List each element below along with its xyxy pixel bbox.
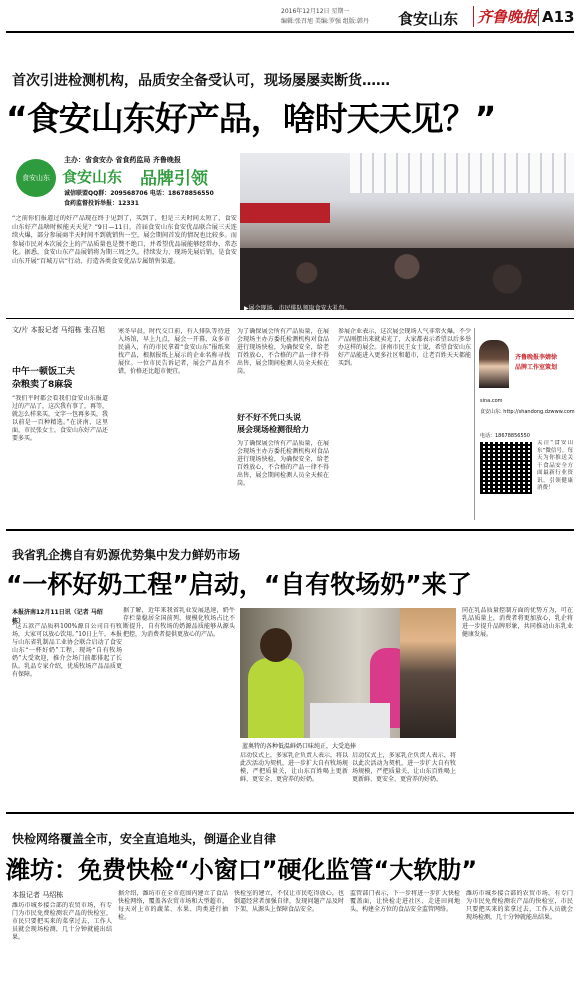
subhead-grains: 中午一顿饭工夫: [12, 367, 76, 377]
qr-code[interactable]: [480, 442, 532, 494]
service-line: 食药监督投诉举报：12331: [64, 200, 139, 207]
story1-byline: 文/片 本报记者 马绍栋 张召旭: [12, 326, 106, 334]
story3-col4: 监管部门表示，下一步将进一步扩大快检覆盖面，让快检走进社区、走进田间地头，构建全方位的食品安全监管网络。: [350, 890, 460, 913]
story3-col5: 潍坊市城乡接合部的农贸市场，有专门为市民免费检测农产品的快检室，市民只要把买来的菜拿过去，工作人员就会现场检测，几十分钟就能出结果。: [466, 890, 573, 921]
story3-top-rule: [6, 812, 574, 814]
story1-headline: “食安山东好产品，啥时天天见？”: [6, 99, 496, 138]
story1-col4: 参展企业表示，这次展会现场人气非常火爆，不少产品刚摆出来就卖光了，大家都表示希望以后多举办这样的展会。济南市民王女士说，希望食安山东好产品能进入更多社区和超市，让老百姓天天都能买到。: [338, 328, 471, 367]
expo-banner: [240, 203, 330, 223]
story1-col2: 寒冬早晨，时代交口前，有人排队等待进入场馆，早上九点，展会一开幕，众多市民涌入，有的市民拿着“食安山东”报纸来找产品，根据报纸上展示的企业名称寻找展位。一位市民告诉记者，展会产品真不错，价格还比超市便宜。: [118, 328, 230, 375]
story1-rule: [6, 318, 574, 319]
story2-col1: “这五款产品质料100%源自公司自有牧场，大家可以放心饮用。”10日上午，本报与山东省乳制品工业协会联合启动了食安山东“一杯好奶”工程，现场“自有牧场奶”大受欢迎，推介会场门前都排起了长队。乳品专家介绍，优质牧场产品品质更有保障。: [12, 623, 122, 678]
story2-dateline: 本报济南12月11日讯（记者 马绍栋）: [12, 609, 103, 625]
reporter-photo: [479, 340, 509, 388]
masthead-rule: [6, 31, 574, 33]
expo-ceiling: [350, 153, 574, 193]
milk-photo-right: [400, 608, 456, 738]
column-divider: [474, 328, 475, 520]
story1-intro: “之前你们报道过的好产品现在终于见到了，买到了，但是三天时间太短了，食安山东好产品啥时候能天天见？”9日—11日，首届食安山东食安优品联合展三天连续火爆，部分参展商半天时间不到就销售一空，展会期间首发的情况也比较多。而参展市民对本次展会上的产品质量也是赞不绝口，并希望优品展能够经常办、常态化。据悉，食安山东产品展销将为期三周之久，持续发力，现场先展后销，是食安山东开展“百城万店”行动、打造各类食安优品专属销售渠道。: [12, 215, 237, 265]
expo-photo-caption: ▶展会现场，市民排队领取食安大礼包。: [244, 305, 351, 312]
contact-web[interactable]: 食安山东: http://shandong.dzwww.com: [480, 409, 575, 415]
story1-col3: 为了确保展会所有产品质量，在展会现场主办方委托检测机构对食品进行现场快检，为确保安全，给老百姓放心，不合格的产品一律不得出售，展会期间检测人员全天候在岗。: [237, 328, 329, 375]
story2-kicker: 我省乳企携自有奶源优势集中发力鲜奶市场: [12, 548, 241, 562]
story1-col3b: 为了确保展会所有产品质量，在展会现场主办方委托检测机构对食品进行现场快检，为确保安全，给老百姓放心，不合格的产品一律不得出售，展会期间检测人员全天候在岗。: [237, 440, 329, 487]
story3-col3: 快检室的建立，不仅让市民吃得放心，也倒逼经营者加强自律，发现问题产品及时下架，从源头上保障食品安全。: [234, 890, 344, 913]
subhead-testing: 好不好不凭口头说: [237, 413, 301, 422]
subhead-grains-b: 杂粮卖了8麻袋: [12, 380, 73, 390]
story3-kicker: 快检网络覆盖全市，安全直追地头，倒逼企业自律: [12, 832, 277, 846]
contact-phone: 电话：18678856550: [480, 433, 530, 439]
story1-col1: “我们平时都会看我们食安山东报道过的产品了，这次我有事了，再等，就怎么样来买，文字一包再多买，我以前是一百种精选。”在济南，这里面，市民张女士，食安山东好产品还要多买。: [12, 395, 108, 442]
story2-headline: “一杯好奶工程”启动，“自有牧场奶”来了: [6, 570, 472, 599]
vendor-vest: [248, 658, 304, 738]
side-title: 齐鲁晚报李婧徐: [515, 354, 558, 361]
hotline: 诚信联盟QQ群：209568706 电话：18678856550: [64, 190, 214, 197]
masthead-date: 2016年12月12日 星期一: [281, 8, 350, 15]
story3-col1: 潍坊市城乡接合部的农贸市场，有专门为市民免费检测农产品的快检室，市民只要把买来的菜拿过去，工作人员就会现场检测，几十分钟就能出结果。: [12, 902, 112, 941]
story3-col2: 据介绍，潍坊市在全市范围内建立了食品快检网络，覆盖各农贸市场和大型超市，每天对上市的蔬菜、水果、肉类进行抽检。: [118, 890, 228, 921]
milk-photo-caption: 蓝奥特的各种低温鲜奶口味纯正，大受追捧: [242, 743, 357, 750]
logo-brand-text: 食安山东: [62, 168, 123, 186]
expo-crowd: [240, 248, 574, 310]
subhead-testing-b: 展会现场检测很给力: [237, 425, 309, 434]
paper-logo: 齐鲁晚报: [473, 6, 537, 27]
story1-kicker: 首次引进检测机构，品质安全备受认可，现场屡屡卖断货……: [12, 73, 390, 89]
story2-col5: 同在乳品质量控制方面的优势方为，可在乳品质量上，消费者将更加放心，乳企将进一步提升品牌形象，共同推动山东乳业健康发展。: [462, 607, 573, 638]
organizers: 主办：省食安办 省食药监局 齐鲁晚报: [64, 156, 181, 164]
contact-email: sina.com: [480, 398, 503, 404]
logo-slogan: 品牌引领: [140, 169, 208, 189]
story2-col2: 据了解，近年来我省乳业发展迅速，奶牛存栏量稳居全国前列，规模化牧场占比不断提升，自有牧场的奶源品质能够从源头把控，为消费者提供更放心的产品。: [123, 607, 235, 638]
story3-byline: 本报记者 马绍栋: [12, 891, 64, 899]
counter: [310, 703, 390, 738]
vendor-head: [260, 628, 292, 662]
story2-col4: 启动仪式上，多家乳企负责人表示，将以此次活动为契机，进一步扩大自有牧场规模，严把质量关，让山东百姓喝上更新鲜、更安全、更营养的好奶。: [352, 752, 456, 783]
brand-logo: 食安山东: [16, 159, 56, 197]
qr-note: 关注“食安山东”微信号，每天为你推送关于食品安全方面最新行业资讯，引领健康消费！: [537, 440, 573, 491]
expo-photo: [240, 153, 574, 310]
page-number: A13: [538, 8, 574, 26]
story3-headline: 潍坊：免费快检“小窗口”硬化监管“大软肋”: [6, 856, 478, 884]
side-sub: 品牌工作室策划: [515, 364, 558, 371]
story2-top-rule: [6, 529, 574, 531]
masthead-editors: 编辑:张召旭 美编:罗强 组版:韩丹: [281, 18, 369, 25]
story2-col3: 启动仪式上，多家乳企负责人表示，将以此次活动为契机，进一步扩大自有牧场规模，严把质量关，让山东百姓喝上更新鲜、更安全、更营养的好奶。: [240, 752, 348, 783]
section-name: 食安山东: [398, 10, 459, 28]
